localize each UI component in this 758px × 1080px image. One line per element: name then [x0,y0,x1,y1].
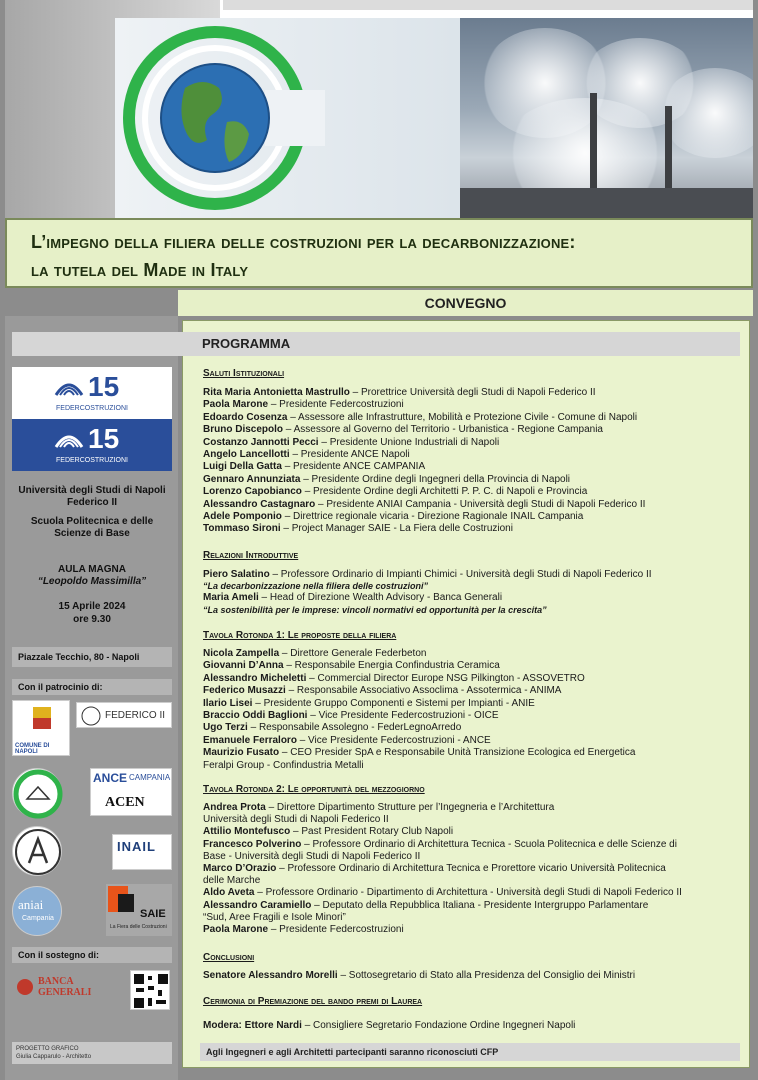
inail-logo [112,834,172,870]
logo-label: FEDERCOSTRUZIONI [56,457,128,464]
speaker-line: delle Marche [203,875,261,887]
header-banner [5,0,753,218]
federico-ii-logo [76,702,172,728]
title-line-2: la tutela del Made in Italy [31,260,249,280]
speaker-line: Costanzo Jannotti Pecci – Presidente Unione Industriali di Napoli [203,436,500,448]
speaker-line: Rita Maria Antonietta Mastrullo – Prorettrice Università degli Studi di Napoli Federico II [203,387,596,398]
federcostruzioni-logos [12,367,172,471]
qr-code[interactable] [130,970,170,1010]
speaker-line-continued: Feralpi Group - Confindustria Metalli [203,760,364,771]
coat-of-arms-icon [13,701,71,741]
speaker-line: Luigi Della Gatta – Presidente ANCE CAMPANIA [203,461,426,473]
saie-mark-icon [108,886,134,912]
inail-label: INAIL [117,839,156,854]
graphic-credit [12,1042,172,1064]
credit-line-1: PROGETTO GRAFICO [16,1046,79,1052]
speaker-line: Università degli Studi di Napoli Federico II [203,814,389,826]
banner-globe-panel [115,18,460,218]
banca-label: BANCA GENERALI [38,976,92,998]
logo-label: FEDERCOSTRUZIONI [56,405,128,412]
comune-label: COMUNE DI NAPOLI [15,743,50,755]
speaker-line: Francesco Polverino – Professore Ordinario di Architettura Tecnica - Scuola Politecnica e delle Scienze di [203,838,677,850]
speaker-line: Ugo Terzi – Responsabile Assolegno - FederLegnoArredo [203,722,462,734]
conclusioni-heading: Conclusioni [203,952,255,963]
ance-label: ANCE [93,771,128,785]
ingegneri-seal-icon [13,769,63,819]
speaker-line: Modera: Ettore Nardi – Consigliere Segretario Fondazione Ordine Ingegneri Napoli [203,1020,576,1031]
speaker-line: Piero Salatino – Professore Ordinario di Impianti Chimici - Università degli Studi di Napoli Federico II [203,569,652,580]
saluti-heading: Saluti Istituzionali [203,368,285,379]
speaker-line: Bruno Discepolo – Assessore al Governo del Territorio - Urbanistica - Regione Campania [203,424,603,436]
chimney [665,106,672,196]
convegno-label: CONVEGNO [178,290,753,316]
aula-label: AULA MAGNA [58,564,126,575]
ordine-ingegneri-logo [12,768,62,818]
federcostruzioni-logo-blue [12,419,172,471]
smoke-cloud [660,68,753,158]
aniai-logo [12,886,62,936]
federcostruzioni-mark-icon [54,375,84,401]
speaker-line: Angelo Lancellotti – Presidente ANCE Napoli [203,449,410,460]
speaker-line: Maurizio Fusato – CEO Presider SpA e Responsabile Unità Transizione Ecologica ed Energetica [203,747,636,759]
speaker-line: Alessandro Caramiello – Deputato della Repubblica Italiana - Presidente Intergruppo Parlamentare [203,899,649,911]
speaker-line: Andrea Prota – Direttore Dipartimento Strutture per l’Ingegneria e l’Architettura [203,802,555,813]
university-name: Università degli Studi di Napoli Federico II [18,485,166,508]
address: Piazzale Tecchio, 80 - Napoli [12,647,172,667]
speaker-line: Nicola Zampella – Direttore Generale Federbeton [203,648,427,659]
cfp-note: Agli Ingegneri e agli Architetti partecipanti saranno riconosciuti CFP [200,1043,740,1061]
speaker-line: Base - Università degli Studi di Napoli Federico II [203,850,421,862]
speaker-line: Lorenzo Capobianco – Presidente Ordine degli Architetti P. P. C. di Napoli e Provincia [203,486,588,498]
ance-region: CAMPANIA [129,773,171,782]
speaker-line: Attilio Montefusco – Past President Rotary Club Napoli [203,826,454,838]
qr-code-icon [131,971,171,1011]
speaker-line: Adele Pomponio – Direttrice regionale vicaria - Direzione Ragionale INAIL Campania [203,511,584,522]
speaker-line: Tommaso Sironi – Project Manager SAIE - La Fiera delle Costruzioni [203,523,513,535]
comune-napoli-logo [12,700,70,756]
globe-logo-icon [115,18,460,218]
title-line-1: L’impegno della filiera delle costruzioni per la decarbonizzazione: [31,232,576,252]
architetti-seal-icon [13,827,63,877]
programma-heading: PROGRAMMA [12,332,740,356]
banca-generali-logo [12,968,108,1008]
saie-sub: La Fiera delle Costruzioni [110,924,167,930]
sostegno-label: Con il sostegno di: [12,947,172,963]
speaker-line: Federico Musazzi – Responsabile Associativo Assoclima - Assotermica - ANIMA [203,685,562,697]
ance-acen-logo [90,768,172,816]
patrocinio-label: Con il patrocinio di: [12,679,172,695]
chimney [590,93,597,193]
speaker-line: Edoardo Cosenza – Assessore alle Infrastrutture, Mobilità e Protezione Civile - Comune di Napoli [203,411,638,423]
logo-number: 15 [88,423,120,454]
speaker-line: Senatore Alessandro Morelli – Sottosegretario di Stato alla Presidenza del Consiglio dei Ministri [203,970,636,981]
aula-name: “Leopoldo Massimilla” [37,576,147,587]
speaker-line: Aldo Aveta – Professore Ordinario - Dipartimento di Architettura - Università degli Studi di Napoli Federico II [203,887,682,899]
speaker-line: Maria Ameli – Head of Direzione Wealth Advisory - Banca Generali [203,592,503,603]
talk-title: “La decarbonizzazione nella filiera delle costruzioni” [203,581,429,591]
cerimonia-heading: Cerimonia di Premiazione del bando premi di Laurea [203,996,423,1007]
speaker-line: Ilario Lisei – Presidente Gruppo Componenti e Sistemi per Impianti - ANIE [203,697,535,709]
title-band [5,218,753,288]
speaker-line: Alessandro Castagnaro – Presidente ANIAI Campania - Università degli Studi di Napoli Federico II [203,498,646,510]
speaker-line: Marco D’Orazio – Professore Ordinario di Architettura Tecnica e Prorettore vicario Università Politecnica [203,863,666,874]
event-date: 15 Aprile 2024 [58,601,126,612]
speaker-line: Emanuele Ferraloro – Vice Presidente Federcostruzioni - ANCE [203,734,491,746]
banner-top-bar [223,0,753,10]
speaker-line: “Sud, Aree Fragili e Isole Minori” [203,911,346,923]
speaker-line: Braccio Oddi Baglioni – Vice Presidente Federcostruzioni - OICE [203,710,499,721]
aniai-region: Campania [22,915,54,922]
aniai-label: aniai [18,897,44,912]
federico-label: FEDERICO II [105,710,166,721]
ordine-architetti-logo [12,826,62,876]
industrial-skyline [460,188,753,218]
speaker-line: Gennaro Annunziata – Presidente Ordine degli Ingegneri della Provincia di Napoli [203,473,571,485]
talk-title: “La sostenibilità per le imprese: vincoli normativi ed opportunità per la crescita” [203,605,547,615]
speaker-line: Alessandro Micheletti – Commercial Director Europe NSG Pilkington - ASSOVETRO [203,672,585,684]
relazioni-heading: Relazioni Introduttive [203,550,299,561]
event-time: ore 9.30 [73,614,111,625]
saie-logo [106,884,172,936]
tavola2-heading: Tavola Rotonda 2: Le opportunità del mezzogiorno [203,784,425,795]
federcostruzioni-mark-icon [54,427,84,453]
logo-number: 15 [88,371,120,402]
speaker-line: Paola Marone – Presidente Federcostruzioni [203,399,404,411]
credit-line-2: Giulia Capparulo - Architetto [16,1054,92,1060]
speaker-line: Giovanni D’Anna – Responsabile Energia Confindustria Ceramica [203,660,500,672]
lion-icon [16,978,34,996]
speaker-line: Paola Marone – Presidente Federcostruzioni [203,924,404,935]
university-seal-icon [81,706,101,726]
smokestack-photo [460,18,753,218]
saie-label: SAIE [140,908,166,920]
school-name: Scuola Politecnica e delle Scienze di Base [30,516,154,539]
acen-label: ACEN [105,795,145,810]
federcostruzioni-logo-white [12,367,172,419]
tavola1-heading: Tavola Rotonda 1: Le proposte della filiera [203,630,397,641]
